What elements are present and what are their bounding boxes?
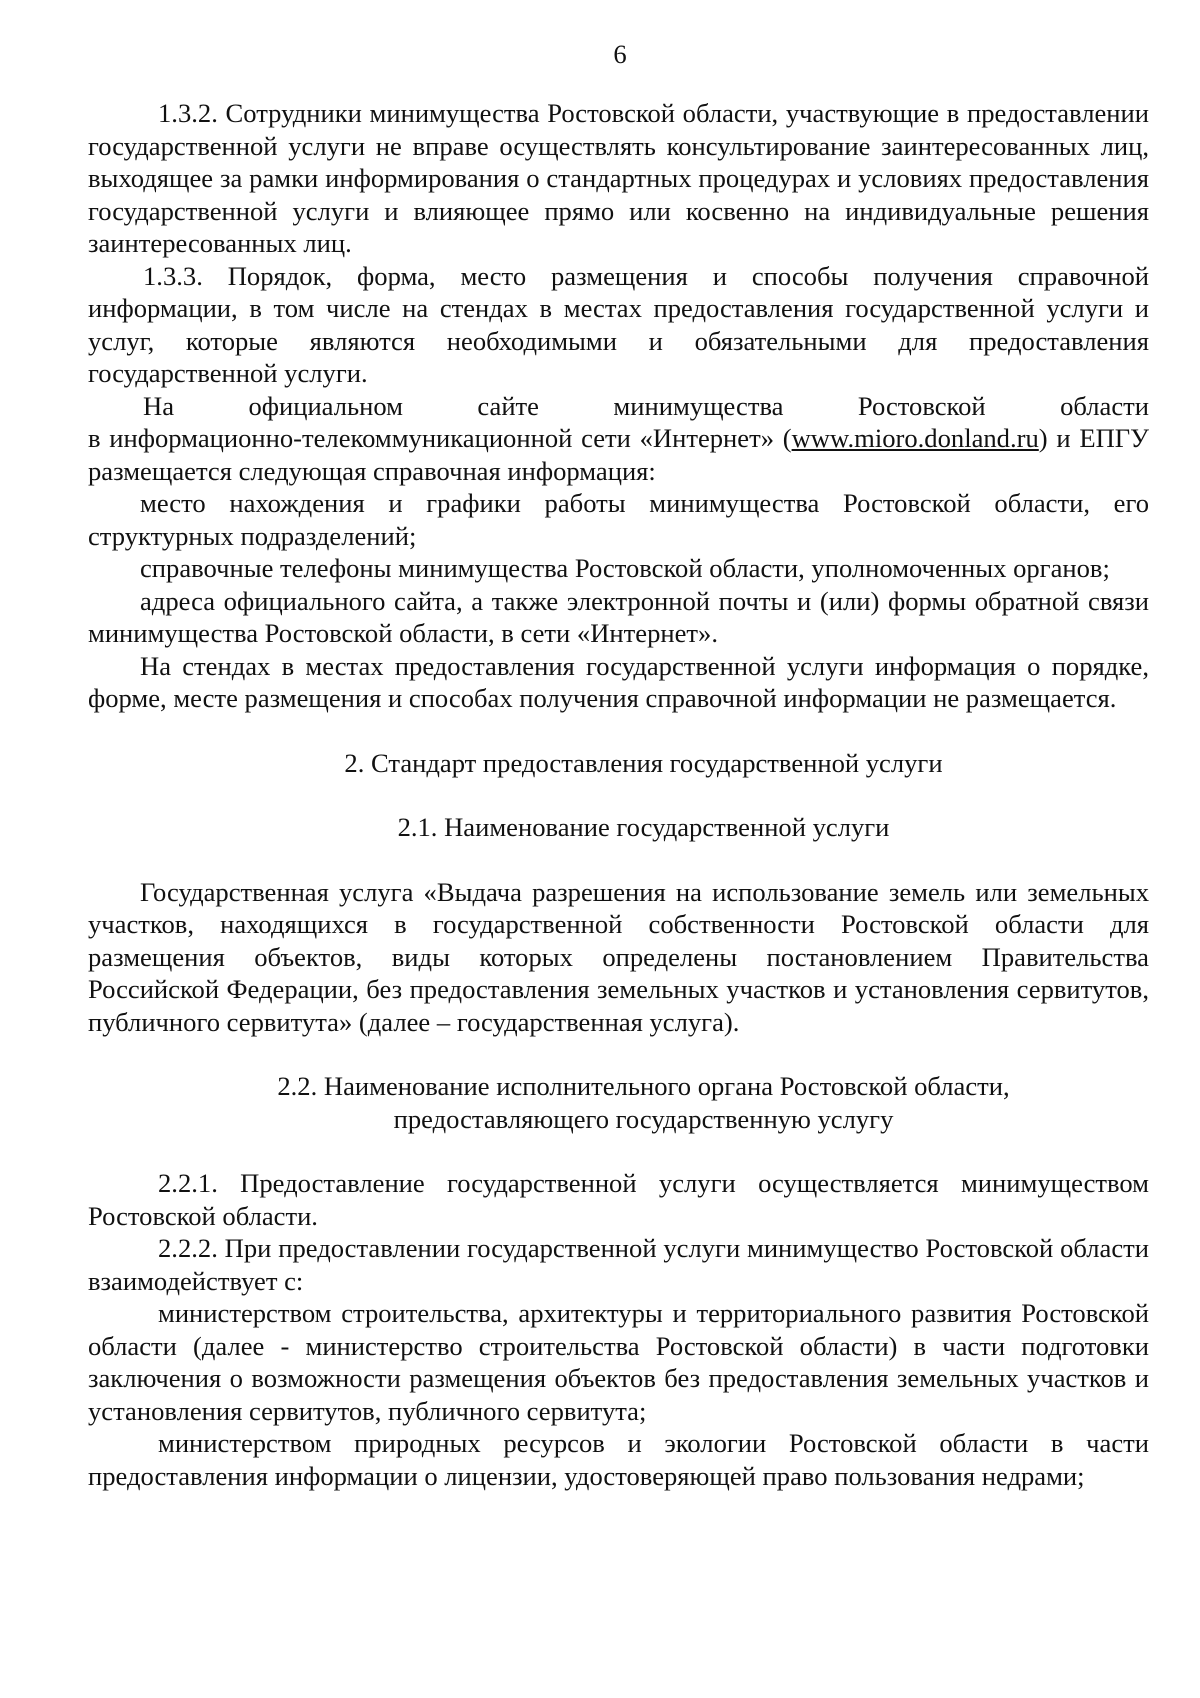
paragraph-stands: На стендах в местах предоставления государственной услуги информация о порядке, форме, месте размещения и способах получения справочной информации не размещается. <box>88 650 1149 713</box>
heading-2-2-line2: предоставляющего государственную услугу <box>393 1103 894 1134</box>
paragraph-location: место нахождения и графики работы минимущества Ростовской области, его структурных подразделений; <box>88 488 1149 551</box>
document-body <box>88 97 1149 1492</box>
official-site-text-before: в информационно-телекоммуникационной сети «Интернет» ( <box>88 423 792 453</box>
paragraph-phones: справочные телефоны минимущества Ростовской области, уполномоченных органов; <box>140 553 1110 583</box>
page-number: 6 <box>613 39 627 69</box>
heading-2-2-line1: 2.2. Наименование исполнительного органа Ростовской области, <box>277 1071 1010 1101</box>
paragraph-ministry-ecology: министерством природных ресурсов и экологии Ростовской области в части предоставления информации о лицензии, удостоверяющей право пользования недрами; <box>88 1428 1149 1491</box>
heading-2-1: 2.1. Наименование государственной услуги <box>397 812 890 842</box>
paragraph-2-2-1: 2.2.1. Предоставление государственной услуги осуществляется минимуществом Ростовской области. <box>88 1168 1149 1231</box>
heading-section-2: 2. Стандарт предоставления государственной услуги <box>344 747 943 778</box>
site-link[interactable]: www.mioro.donland.ru <box>791 423 1039 453</box>
paragraph-official-site-line1: На официальном сайте минимущества Ростовской области <box>143 390 1149 421</box>
paragraph-1-3-2: 1.3.2. Сотрудники минимущества Ростовской области, участвующие в предоставлении государственной услуги не вправе осуществлять консультирование заинтересованных лиц, выходящее за рамки информирования о стандартных процедурах и условиях предоставления государственной услуги и влияющее прямо или косвенно на индивидуальные решения заинтересованных лиц. <box>88 98 1149 258</box>
paragraph-service-name: Государственная услуга «Выдача разрешения на использование земель или земельных участков, находящихся в государственной собственности Ростовской области для размещения объектов, виды которых определены постановлением Правительства Российской Федерации, без предоставления земельных участков и установления сервитутов, публичного сервитута» (далее – государственная услуга). <box>88 876 1149 1037</box>
paragraph-1-3-3: 1.3.3. Порядок, форма, место размещения и способы получения справочной информации, в том числе на стендах в местах предоставления государственной услуги и услуг, которые являются необходимыми и обязательными для предоставления государственной услуги. <box>88 260 1149 388</box>
official-site-text-after: ) и ЕПГУ размещается следующая справочная информация: <box>88 423 1149 486</box>
paragraph-ministry-construction: министерством строительства, архитектуры и территориального развития Ростовской области (далее - министерство строительства Ростовской области) в части подготовки заключения о возможности размещения объектов без предоставления земельных участков и установления сервитутов, публичного сервитута; <box>88 1298 1149 1426</box>
paragraph-official-site <box>88 422 1149 487</box>
paragraph-2-2-2: 2.2.2. При предоставлении государственной услуги минимущество Ростовской области взаимодействует с: <box>88 1233 1149 1296</box>
paragraph-addresses: адреса официального сайта, а также электронной почты и (или) формы обратной связи минимущества Ростовской области, в сети «Интернет». <box>88 585 1149 648</box>
